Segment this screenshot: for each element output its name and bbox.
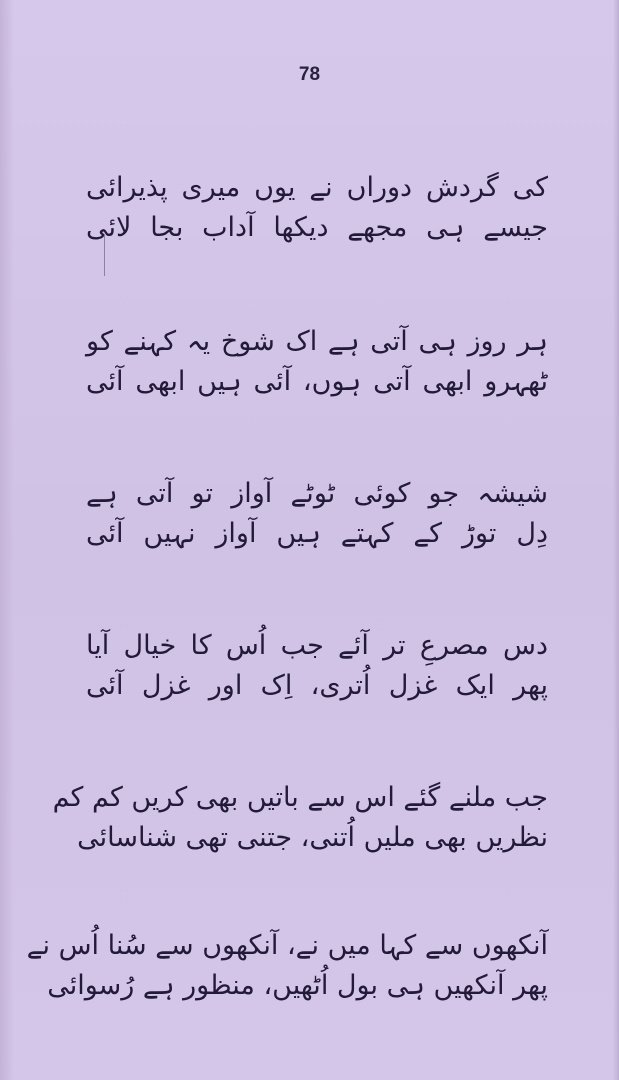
verse-line: جیسے ہی مجھے دیکھا آداب بجا لائی <box>86 212 548 243</box>
verse-line: جب ملنے گئے اس سے باتیں بھی کریں کم کم <box>52 782 548 813</box>
verse-line: دِل توڑ کے کہتے ہیں آواز نہیں آئی <box>86 518 548 549</box>
verse-line: پھر ایک غزل اُتری، اِک اور غزل آئی <box>86 670 548 701</box>
stanza-4 <box>86 626 548 706</box>
verse-line: ہر روز ہی آتی ہے اک شوخ یہ کہنے کو <box>86 326 548 357</box>
verse-line: کی گردش دوراں نے یوں میری پذیرائی <box>86 172 548 203</box>
stanza-2 <box>86 322 548 402</box>
page-left-shadow <box>0 0 14 1080</box>
stanza-6 <box>26 926 548 1006</box>
verse-line: آنکھوں سے کہا میں نے، آنکھوں سے سُنا اُس نے <box>26 930 548 961</box>
stanza-5 <box>52 778 548 858</box>
page-number: 78 <box>298 64 321 85</box>
stanza-3 <box>86 474 548 554</box>
verse-line: نظریں بھی ملیں اُتنی، جتنی تھی شناسائی <box>77 822 548 853</box>
verse-line: شیشہ جو کوئی ٹوٹے آواز تو آتی ہے <box>86 478 548 509</box>
stanza-1 <box>86 168 548 248</box>
page-right-shadow <box>613 0 619 1080</box>
verse-line: دس مصرعِ تر آئے جب اُس کا خیال آیا <box>86 630 548 661</box>
verse-line: ٹھہرو ابھی آتی ہوں، آئی ہیں ابھی آئی <box>86 366 548 397</box>
verse-line: پھر آنکھیں ہی بول اُٹھیں، منظور ہے رُسوائی <box>47 970 548 1001</box>
